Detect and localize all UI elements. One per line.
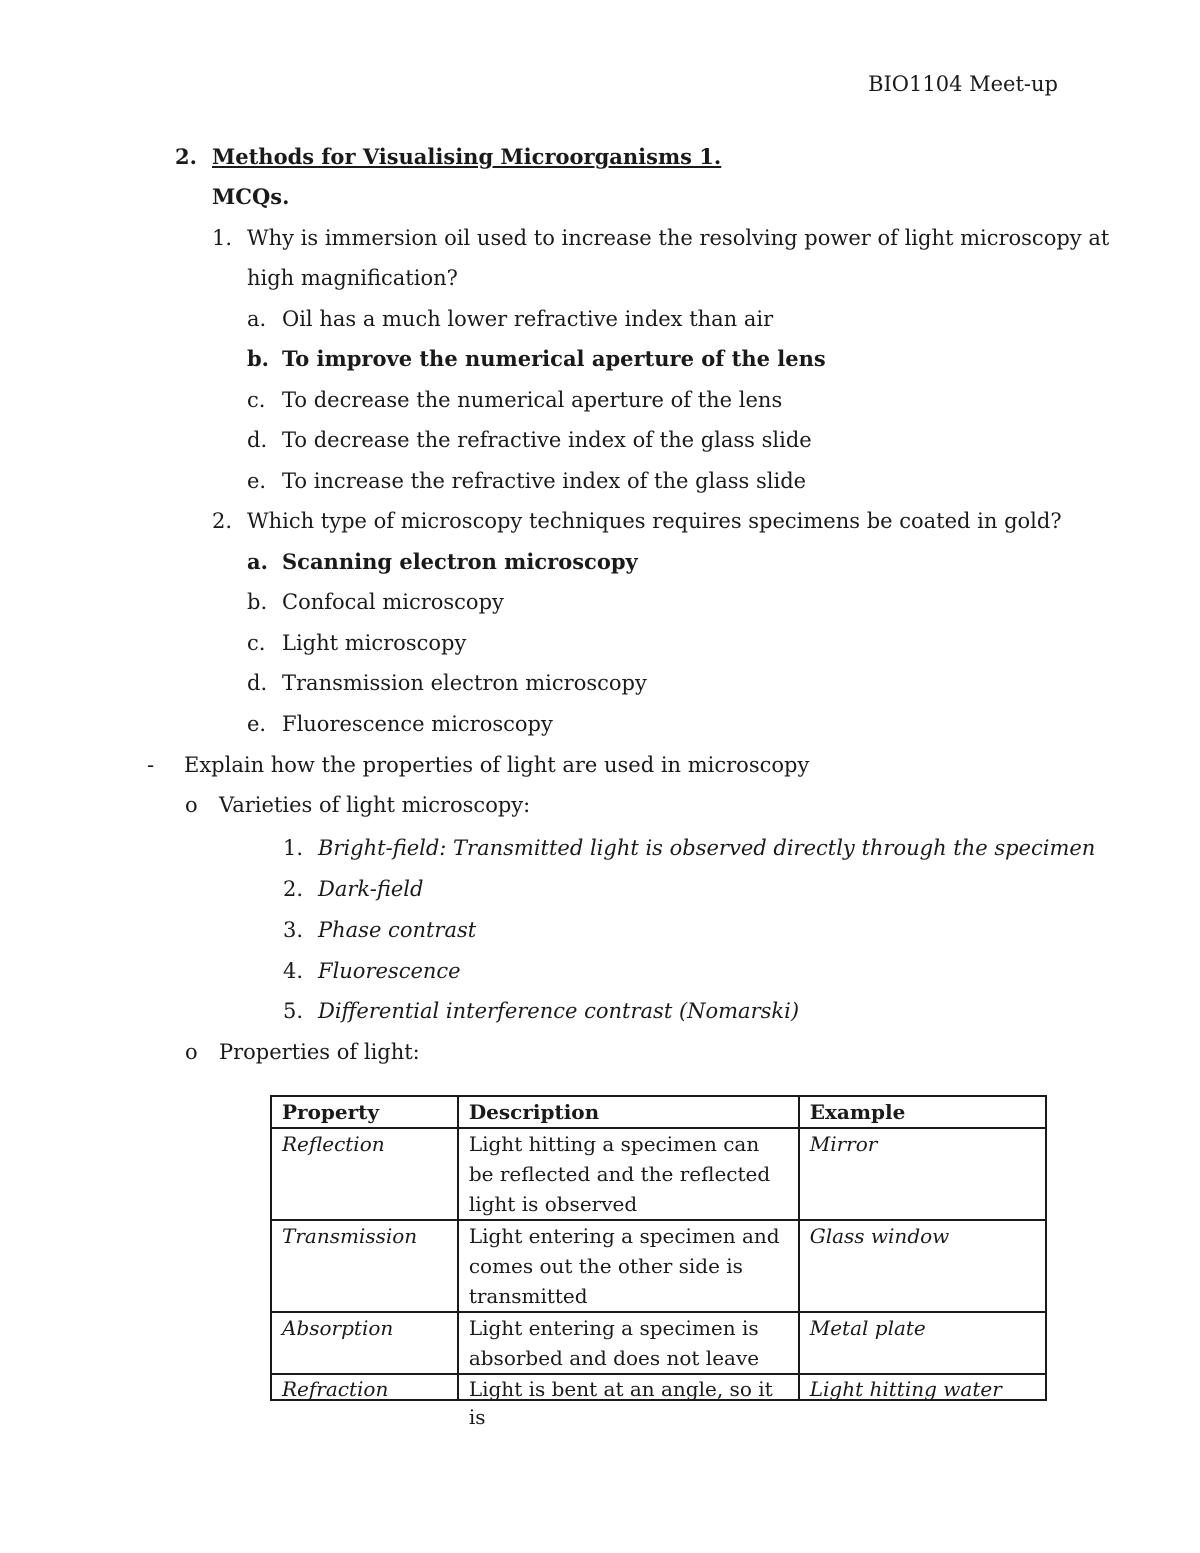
example-cell: Metal plate xyxy=(799,1312,1046,1374)
table-header-example: Example xyxy=(799,1096,1046,1128)
table-row xyxy=(271,1312,1046,1374)
q2-option-letter: b. xyxy=(247,590,268,614)
table-header-row xyxy=(271,1096,1046,1128)
description-cell: Light entering a specimen is absorbed and does not leave xyxy=(458,1312,799,1374)
property-text: Refraction xyxy=(282,1377,389,1401)
example-cell: Mirror xyxy=(799,1128,1046,1220)
q2-option-letter: d. xyxy=(247,671,268,695)
varieties-title: Varieties of light microscopy: xyxy=(219,793,531,817)
q1-option-letter: e. xyxy=(247,469,267,493)
variety-number: 4. xyxy=(283,959,304,983)
properties-title: Properties of light: xyxy=(219,1040,420,1064)
variety-item: Bright-field: Transmitted light is observed directly through the specimen xyxy=(318,836,1096,860)
question-2-text: Which type of microscopy techniques requires specimens be coated in gold? xyxy=(247,509,1062,533)
q1-option-letter: c. xyxy=(247,388,266,412)
property-cell xyxy=(271,1374,458,1400)
description-cell: Light entering a specimen and comes out the other side is transmitted xyxy=(458,1220,799,1312)
property-cell: Reflection xyxy=(271,1128,458,1220)
q2-option-letter: c. xyxy=(247,631,266,655)
question-1-text-cont: high magnification? xyxy=(247,266,458,290)
q2-option-text: Confocal microscopy xyxy=(282,590,504,614)
circle-bullet: o xyxy=(185,1040,198,1064)
question-1-number: 1. xyxy=(212,226,233,250)
q2-option-text: Transmission electron microscopy xyxy=(282,671,647,695)
variety-number: 1. xyxy=(283,836,304,860)
variety-item: Differential interference contrast (Nomarski) xyxy=(318,999,800,1023)
dash-bullet: - xyxy=(147,753,155,777)
description-cell: Light hitting a specimen can be reflected and the reflected light is observed xyxy=(458,1128,799,1220)
q1-option-letter: a. xyxy=(247,307,267,331)
variety-number: 5. xyxy=(283,999,304,1023)
section-title: Methods for Visualising Microorganisms 1. xyxy=(212,144,722,169)
q1-option-text: Oil has a much lower refractive index than air xyxy=(282,307,774,331)
table-row xyxy=(271,1128,1046,1220)
property-cell: Absorption xyxy=(271,1312,458,1374)
description-text: Light is bent at an angle, so it is xyxy=(468,1377,773,1429)
variety-item: Dark-field xyxy=(318,877,424,901)
q2-option-text: Light microscopy xyxy=(282,631,467,655)
table-header-property: Property xyxy=(271,1096,458,1128)
q1-option-text: To increase the refractive index of the glass slide xyxy=(282,469,807,493)
q2-option-letter-correct: a. xyxy=(247,549,268,574)
variety-number: 2. xyxy=(283,877,304,901)
variety-item: Fluorescence xyxy=(318,959,461,983)
description-cell xyxy=(458,1374,799,1429)
property-cell: Transmission xyxy=(271,1220,458,1312)
section-number: 2. xyxy=(175,144,197,169)
example-cell xyxy=(799,1374,1046,1400)
section-subtitle: MCQs. xyxy=(212,184,290,209)
q1-option-text: To decrease the numerical aperture of the lens xyxy=(282,388,783,412)
table-header-description: Description xyxy=(458,1096,799,1128)
variety-number: 3. xyxy=(283,918,304,942)
q1-option-letter: d. xyxy=(247,428,268,452)
table-row xyxy=(271,1374,1046,1400)
q1-option-letter-correct: b. xyxy=(247,346,269,371)
question-2-number: 2. xyxy=(212,509,233,533)
table-row xyxy=(271,1220,1046,1312)
q1-option-text: To decrease the refractive index of the glass slide xyxy=(282,428,812,452)
example-text: Light hitting water xyxy=(809,1377,1002,1401)
circle-bullet: o xyxy=(185,793,198,817)
explain-heading: Explain how the properties of light are used in microscopy xyxy=(184,753,810,777)
variety-item: Phase contrast xyxy=(318,918,477,942)
q1-option-text-correct: To improve the numerical aperture of the lens xyxy=(282,346,826,371)
q2-option-letter: e. xyxy=(247,712,267,736)
page-header: BIO1104 Meet-up xyxy=(868,72,1058,96)
question-1-text: Why is immersion oil used to increase the resolving power of light microscopy at xyxy=(247,226,1110,250)
example-cell: Glass window xyxy=(799,1220,1046,1312)
properties-table xyxy=(270,1095,1047,1429)
q2-option-text: Fluorescence microscopy xyxy=(282,712,553,736)
q2-option-text-correct: Scanning electron microscopy xyxy=(282,549,638,574)
